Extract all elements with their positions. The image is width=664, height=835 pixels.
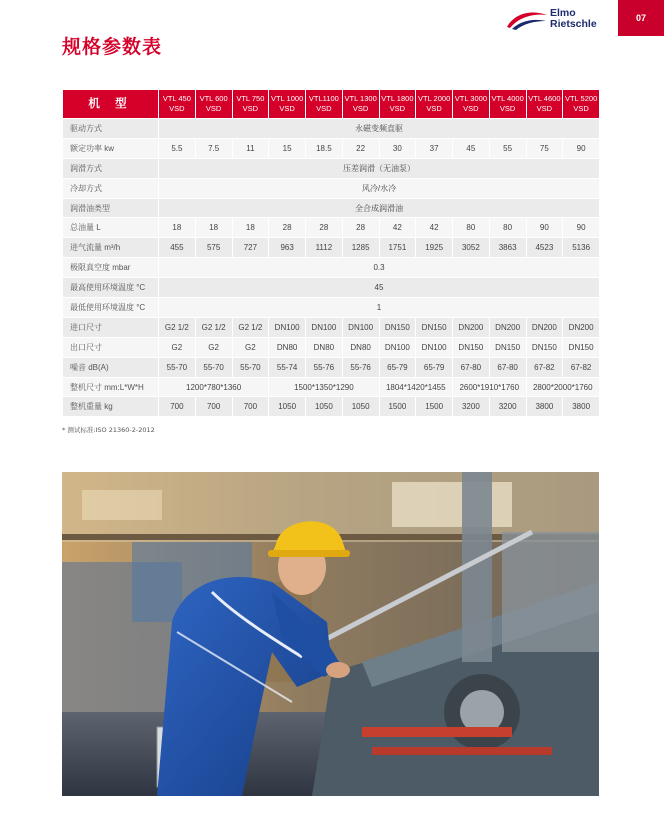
table-cell: DN80 <box>306 337 343 357</box>
model-name: VTL 2000 <box>418 94 451 103</box>
table-cell: 727 <box>232 238 269 258</box>
page-number: 07 <box>618 0 664 36</box>
table-cell: 80 <box>453 218 490 238</box>
row-label: 噪音 dB(A) <box>63 357 159 377</box>
table-cell: 3052 <box>453 238 490 258</box>
model-name: VTL 450 <box>162 94 191 103</box>
table-cell: DN80 <box>269 337 306 357</box>
table-cell: 5.5 <box>159 138 196 158</box>
table-cell: DN100 <box>269 317 306 337</box>
header-model-6 <box>379 90 416 119</box>
model-variant: VSD <box>536 104 553 113</box>
table-cell: 700 <box>232 397 269 417</box>
table-cell: 1925 <box>416 238 453 258</box>
table-row <box>63 119 600 139</box>
table-cell: 67-82 <box>526 357 563 377</box>
table-cell: 67-80 <box>453 357 490 377</box>
table-row <box>63 138 600 158</box>
table-cell: 55-70 <box>232 357 269 377</box>
table-cell: 永磁变频直驱 <box>159 119 600 139</box>
model-name: VTL1100 <box>308 94 339 103</box>
row-label: 进口尺寸 <box>63 317 159 337</box>
row-label: 最高使用环境温度 °C <box>63 278 159 298</box>
row-label: 润滑方式 <box>63 158 159 178</box>
table-cell: 1 <box>159 298 600 318</box>
table-cell: 18 <box>195 218 232 238</box>
table-cell: 3800 <box>526 397 563 417</box>
factory-worker-photo <box>62 472 599 796</box>
table-cell: 18.5 <box>306 138 343 158</box>
row-label: 驱动方式 <box>63 119 159 139</box>
row-label: 进气流量 m³/h <box>63 238 159 258</box>
table-cell: 3200 <box>489 397 526 417</box>
table-cell: 2600*1910*1760 <box>453 377 527 397</box>
header-model-5 <box>342 90 379 119</box>
header-model-8 <box>453 90 490 119</box>
header-model-10 <box>526 90 563 119</box>
model-variant: VSD <box>573 104 589 113</box>
table-cell: 3800 <box>563 397 600 417</box>
table-cell: 全合成润滑油 <box>159 198 600 218</box>
table-cell: 7.5 <box>195 138 232 158</box>
spec-table <box>62 89 600 417</box>
brand-line-1: Elmo <box>550 7 576 19</box>
table-row <box>63 158 600 178</box>
table-cell: 455 <box>159 238 196 258</box>
table-cell: DN150 <box>563 337 600 357</box>
table-cell: 67-82 <box>563 357 600 377</box>
header-model-label: 机 型 <box>63 90 159 119</box>
table-cell: 30 <box>379 138 416 158</box>
table-cell: 1200*780*1360 <box>159 377 269 397</box>
table-cell: DN150 <box>489 337 526 357</box>
table-cell: 4523 <box>526 238 563 258</box>
table-cell: 65-79 <box>416 357 453 377</box>
table-cell: DN200 <box>526 317 563 337</box>
page-title: 规格参数表 <box>62 36 163 58</box>
table-cell: DN200 <box>453 317 490 337</box>
table-cell: 18 <box>159 218 196 238</box>
table-cell: 5136 <box>563 238 600 258</box>
header-model-9 <box>489 90 526 119</box>
model-name: VTL 1300 <box>344 94 377 103</box>
table-cell: DN80 <box>342 337 379 357</box>
table-cell: 42 <box>379 218 416 238</box>
table-cell: DN200 <box>563 317 600 337</box>
table-row <box>63 278 600 298</box>
header-model-3 <box>269 90 306 119</box>
table-cell: 80 <box>489 218 526 238</box>
table-cell: 18 <box>232 218 269 238</box>
model-name: VTL 1800 <box>381 94 414 103</box>
model-name: VTL 3000 <box>454 94 487 103</box>
table-cell: 55-70 <box>159 357 196 377</box>
table-cell: 1050 <box>306 397 343 417</box>
table-cell: 55-70 <box>195 357 232 377</box>
photo-illustration <box>62 472 599 796</box>
table-cell: G2 <box>195 337 232 357</box>
brand-swoosh-icon <box>506 10 548 30</box>
table-cell: 1050 <box>269 397 306 417</box>
model-variant: VSD <box>463 104 479 113</box>
table-cell: 55-74 <box>269 357 306 377</box>
table-cell: 45 <box>453 138 490 158</box>
table-cell: 3200 <box>453 397 490 417</box>
table-cell: 65-79 <box>379 357 416 377</box>
footnote: * 测试标准:ISO 21360-2-2012 <box>62 426 155 434</box>
table-cell: 67-80 <box>489 357 526 377</box>
model-variant: VSD <box>205 104 222 113</box>
header-model-11 <box>563 90 600 119</box>
model-name: VTL 5200 <box>565 94 598 103</box>
model-name: VTL 600 <box>199 94 228 103</box>
row-label: 极限真空度 mbar <box>63 258 159 278</box>
table-row <box>63 337 600 357</box>
table-cell: 90 <box>563 138 600 158</box>
table-cell: 2800*2000*1760 <box>526 377 600 397</box>
model-variant: VSD <box>389 104 406 113</box>
table-cell: 90 <box>563 218 600 238</box>
table-cell: 11 <box>232 138 269 158</box>
table-row <box>63 317 600 337</box>
table-cell: DN150 <box>453 337 490 357</box>
table-cell: 42 <box>416 218 453 238</box>
table-header-row <box>63 90 600 119</box>
table-cell: 700 <box>195 397 232 417</box>
row-label: 最低使用环境温度 °C <box>63 298 159 318</box>
table-cell: 1285 <box>342 238 379 258</box>
model-name: VTL 750 <box>236 94 265 103</box>
table-cell: DN150 <box>416 317 453 337</box>
table-cell: 风冷/水冷 <box>159 178 600 198</box>
header-model-7 <box>416 90 453 119</box>
table-cell: 55-76 <box>306 357 343 377</box>
table-row <box>63 178 600 198</box>
table-cell: 1500 <box>416 397 453 417</box>
table-cell: 28 <box>269 218 306 238</box>
table-cell: 22 <box>342 138 379 158</box>
brand-line-2: Rietschle <box>550 18 597 30</box>
table-cell: 700 <box>159 397 196 417</box>
header-model-0 <box>159 90 196 119</box>
table-cell: G2 1/2 <box>232 317 269 337</box>
table-cell: 55 <box>489 138 526 158</box>
row-label: 整机尺寸 mm:L*W*H <box>63 377 159 397</box>
header-model-4 <box>306 90 343 119</box>
table-cell: 45 <box>159 278 600 298</box>
table-row <box>63 298 600 318</box>
table-cell: 963 <box>269 238 306 258</box>
model-variant: VSD <box>242 104 259 113</box>
table-cell: 1500*1350*1290 <box>269 377 379 397</box>
table-cell: 55-76 <box>342 357 379 377</box>
model-name: VTL 4000 <box>491 94 524 103</box>
brand-name <box>550 8 597 30</box>
table-cell: 28 <box>342 218 379 238</box>
table-cell: 1500 <box>379 397 416 417</box>
table-cell: DN100 <box>379 337 416 357</box>
table-cell: DN100 <box>342 317 379 337</box>
table-cell: DN150 <box>379 317 416 337</box>
table-row <box>63 397 600 417</box>
row-label: 润滑油类型 <box>63 198 159 218</box>
table-row <box>63 198 600 218</box>
table-cell: 575 <box>195 238 232 258</box>
model-name: VTL 1000 <box>271 94 304 103</box>
table-cell: 1050 <box>342 397 379 417</box>
model-variant: VSD <box>316 104 332 113</box>
table-cell: 75 <box>526 138 563 158</box>
table-cell: DN100 <box>306 317 343 337</box>
model-variant: VSD <box>279 104 295 113</box>
table-cell: DN100 <box>416 337 453 357</box>
table-cell: 0.3 <box>159 258 600 278</box>
model-name: VTL 4600 <box>528 94 561 103</box>
model-variant: VSD <box>352 104 369 113</box>
table-cell: 1112 <box>306 238 343 258</box>
row-label: 整机重量 kg <box>63 397 159 417</box>
brand-logo <box>506 8 616 32</box>
table-cell: G2 1/2 <box>195 317 232 337</box>
table-cell: 15 <box>269 138 306 158</box>
model-variant: VSD <box>499 104 516 113</box>
row-label: 冷却方式 <box>63 178 159 198</box>
table-cell: G2 <box>159 337 196 357</box>
table-cell: 90 <box>526 218 563 238</box>
row-label: 额定功率 kw <box>63 138 159 158</box>
row-label: 总油量 L <box>63 218 159 238</box>
table-cell: 1804*1420*1455 <box>379 377 453 397</box>
table-cell: 28 <box>306 218 343 238</box>
table-cell: 3863 <box>489 238 526 258</box>
table-cell: DN200 <box>489 317 526 337</box>
table-cell: 压差润滑（无油泵） <box>159 158 600 178</box>
table-body <box>63 119 600 417</box>
table-row <box>63 218 600 238</box>
table-row <box>63 238 600 258</box>
table-cell: 1751 <box>379 238 416 258</box>
header-model-2 <box>232 90 269 119</box>
model-variant: VSD <box>426 104 442 113</box>
table-cell: G2 1/2 <box>159 317 196 337</box>
table-row <box>63 258 600 278</box>
row-label: 出口尺寸 <box>63 337 159 357</box>
table-cell: DN150 <box>526 337 563 357</box>
model-variant: VSD <box>169 104 185 113</box>
table-cell: 37 <box>416 138 453 158</box>
table-cell: G2 <box>232 337 269 357</box>
table-row <box>63 357 600 377</box>
header-model-1 <box>195 90 232 119</box>
table-row <box>63 377 600 397</box>
